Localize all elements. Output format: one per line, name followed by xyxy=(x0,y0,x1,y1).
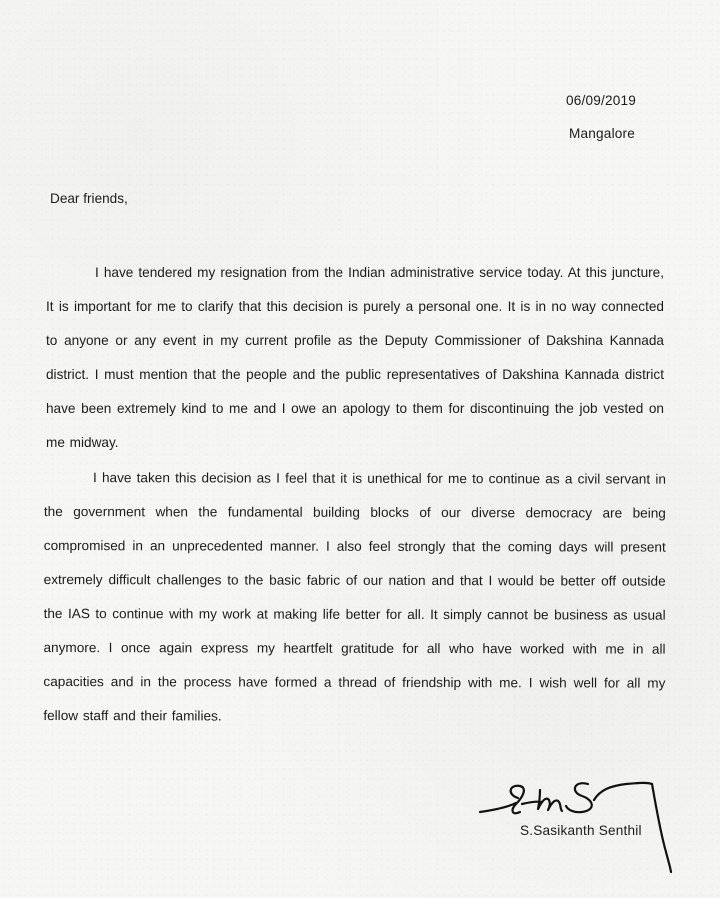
body-paragraph-2: I have taken this decision as I feel that it is unethical for me to continue as a civil servant in the government when the fundamental building blocks of our diverse democracy are being compromised in an unprecedented manner. I also feel strongly that the coming days will present extremely difficult challenges to the basic fabric of our nation and that I would be better off outside the IAS to continue with my work at making life better for all. It simply cannot be business as usual anymore. I once again express my heartfelt gratitude for all who have worked with me in all capacities and in the process have formed a thread of friendship with me. I wish well for all my fellow staff and their families. xyxy=(43,470,666,724)
letter-date: 06/09/2019 xyxy=(566,93,637,108)
letter-place: Mangalore xyxy=(569,126,636,141)
salutation: Dear friends, xyxy=(50,191,128,206)
signer-name: S.Sasikanth Senthil xyxy=(520,823,642,838)
body-paragraph-1: I have tendered my resignation from the Indian administrative service today. At this juncture, It is important for me to clarify that this decision is purely a personal one. It is in no way connected to anyone or any event in my current profile as the Deputy Commissioner of Dakshina Kannada district. I must mention that the people and the public representatives of Dakshina Kannada district have been extremely kind to me and I owe an apology to them for discontinuing the job vested on me midway. xyxy=(46,265,664,450)
